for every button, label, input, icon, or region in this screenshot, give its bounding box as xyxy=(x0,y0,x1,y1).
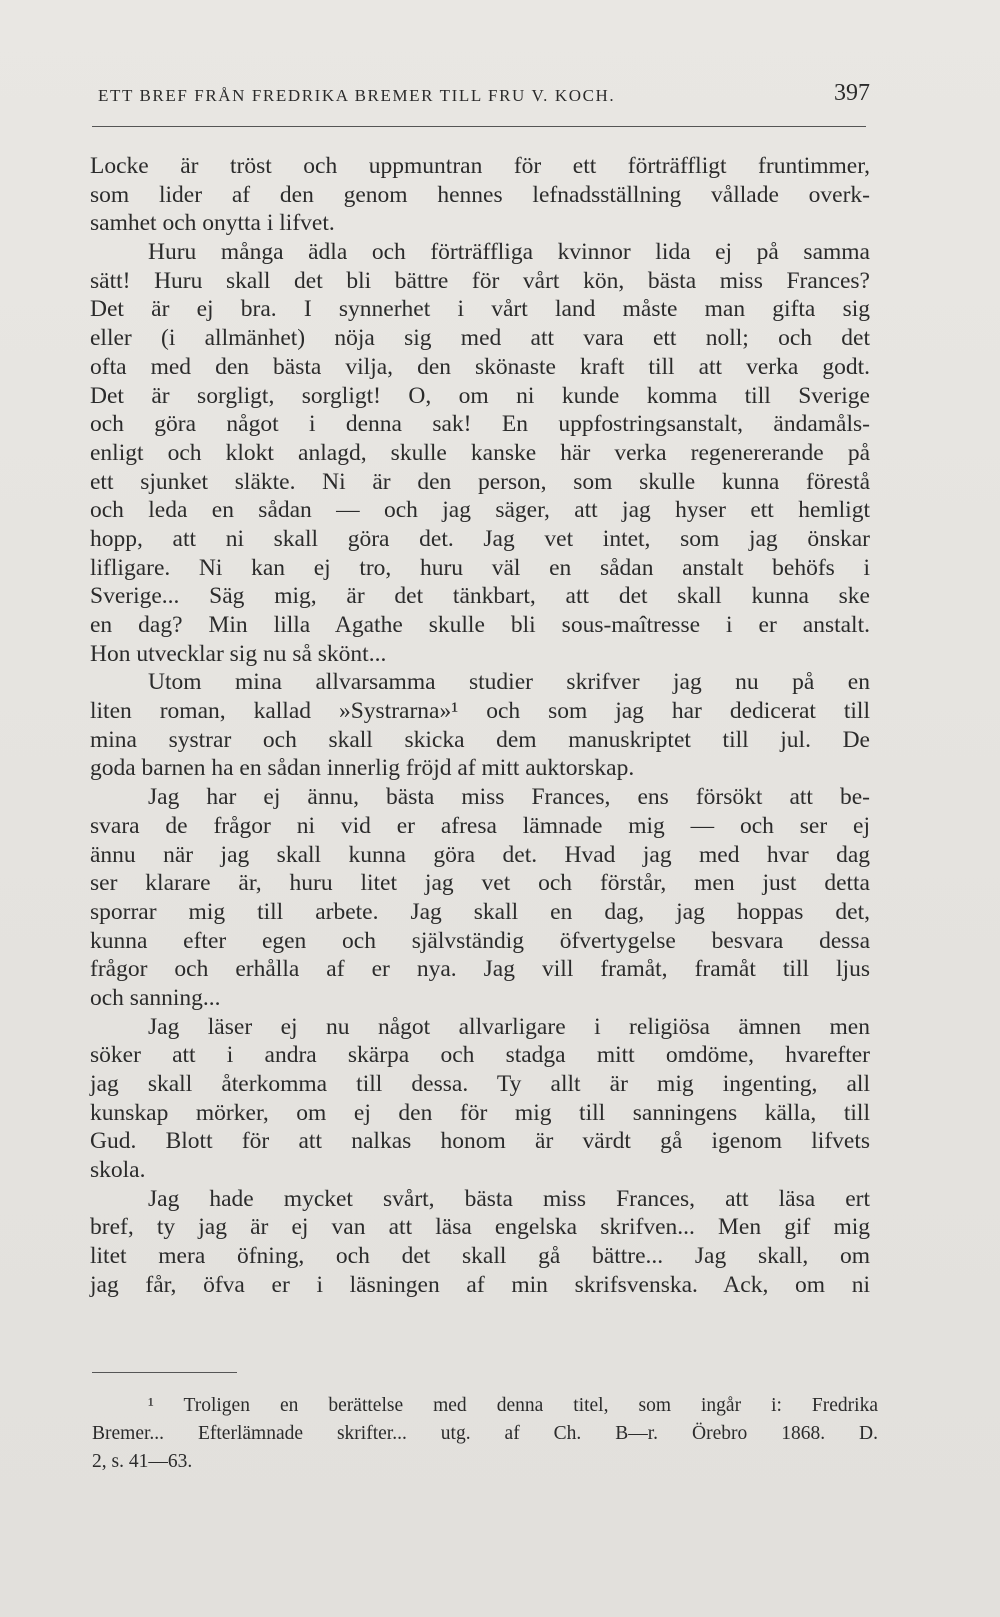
text-line: och göra något i denna sak! En uppfostringsanstalt, ändamåls- xyxy=(90,411,870,438)
footnote-line: 2, s. 41—63. xyxy=(92,1451,193,1472)
text-line: eller (i allmänhet) nöja sig med att vara ett noll; och det xyxy=(90,325,870,352)
body-text xyxy=(90,152,870,1300)
text-line: jag får, öfva er i läsningen af min skrifsvenska. Ack, om ni xyxy=(90,1271,870,1298)
text-line: bref, ty jag är ej van att läsa engelska skrifven... Men gif mig xyxy=(90,1214,870,1241)
text-line: Det är sorgligt, sorgligt! O, om ni kunde komma till Sverige xyxy=(90,382,870,409)
text-line: litet mera öfning, och det skall gå bättre... Jag skall, om xyxy=(90,1243,870,1270)
text-line: kunskap mörker, om ej den för mig till sanningens källa, till xyxy=(90,1099,870,1126)
text-line: söker att i andra skärpa och stadga mitt omdöme, hvarefter xyxy=(90,1042,870,1069)
page-number: 397 xyxy=(834,80,870,106)
text-line: Huru många ädla och förträffliga kvinnor lida ej på samma xyxy=(148,239,870,266)
text-line: ännu när jag skall kunna göra det. Hvad jag med hvar dag xyxy=(90,841,870,868)
footnotes xyxy=(92,1392,878,1476)
text-line: svara de frågor ni vid er afresa lämnade mig — och ser ej xyxy=(90,812,870,839)
text-line: jag skall återkomma till dessa. Ty allt är mig ingenting, all xyxy=(90,1071,870,1097)
footnote-line: ¹ Troligen en berättelse med denna titel, som ingår i: Fredrika xyxy=(148,1395,878,1416)
text-line: och sanning... xyxy=(90,984,221,1011)
page-header xyxy=(90,78,870,112)
text-line: Jag hade mycket svårt, bästa miss Frances, att läsa ert xyxy=(148,1185,870,1212)
text-line: Hon utvecklar sig nu så skönt... xyxy=(90,640,387,667)
text-line: en dag? Min lilla Agathe skulle bli sous-maîtresse i er anstalt. xyxy=(90,612,870,638)
running-title: ETT BREF FRÅN FREDRIKA BREMER TILL FRU V. KOCH. xyxy=(98,86,616,105)
text-line: goda barnen ha en sådan innerlig fröjd af mitt auktorskap. xyxy=(90,755,635,782)
text-line: lifligare. Ni kan ej tro, huru väl en sådan anstalt behöfs i xyxy=(90,554,870,581)
footnote-line: Bremer... Efterlämnade skrifter... utg. af Ch. B—r. Örebro 1868. D. xyxy=(92,1423,878,1444)
text-line: ett sjunket släkte. Ni är den person, som skulle kunna förestå xyxy=(90,468,870,495)
text-line: Sverige... Säg mig, är det tänkbart, att det skall kunna ske xyxy=(90,583,870,610)
text-line: Locke är tröst och uppmuntran för ett förträffligt fruntimmer, xyxy=(90,153,870,179)
text-line: hopp, att ni skall göra det. Jag vet intet, som jag önskar xyxy=(90,525,870,552)
text-line: och leda en sådan — och jag säger, att jag hyser ett hemligt xyxy=(90,497,870,524)
text-line: skola. xyxy=(90,1157,146,1184)
text-line: ser klarare är, huru litet jag vet och förstår, men just detta xyxy=(90,870,870,897)
footnote-rule xyxy=(92,1372,237,1373)
text-line: liten roman, kallad »Systrarna»¹ och som jag har dedicerat till xyxy=(90,698,870,725)
header-rule xyxy=(92,126,866,127)
text-line: ofta med den bästa vilja, den skönaste kraft till att verka godt. xyxy=(90,353,870,380)
text-line: Jag läser ej nu något allvarligare i religiösa ämnen men xyxy=(148,1013,870,1040)
text-line: mina systrar och skall skicka dem manuskriptet till jul. De xyxy=(90,726,870,753)
text-line: enligt och klokt anlagd, skulle kanske här verka regenererande på xyxy=(90,439,870,466)
text-line: samhet och onytta i lifvet. xyxy=(90,210,335,237)
text-line: Gud. Blott för att nalkas honom är värdt gå igenom lifvets xyxy=(90,1128,870,1155)
text-line: Utom mina allvarsamma studier skrifver jag nu på en xyxy=(148,669,870,696)
text-line: Det är ej bra. I synnerhet i vårt land måste man gifta sig xyxy=(90,296,870,323)
text-line: som lider af den genom hennes lefnadsställning vållade overk- xyxy=(90,181,870,208)
text-line: kunna efter egen och självständig öfvertygelse besvara dessa xyxy=(90,927,870,954)
text-line: sätt! Huru skall det bli bättre för vårt kön, bästa miss Frances? xyxy=(90,267,870,294)
text-line: frågor och erhålla af er nya. Jag vill framåt, framåt till ljus xyxy=(90,956,870,983)
text-line: Jag har ej ännu, bästa miss Frances, ens försökt att be- xyxy=(148,784,870,811)
text-line: sporrar mig till arbete. Jag skall en dag, jag hoppas det, xyxy=(90,898,870,925)
